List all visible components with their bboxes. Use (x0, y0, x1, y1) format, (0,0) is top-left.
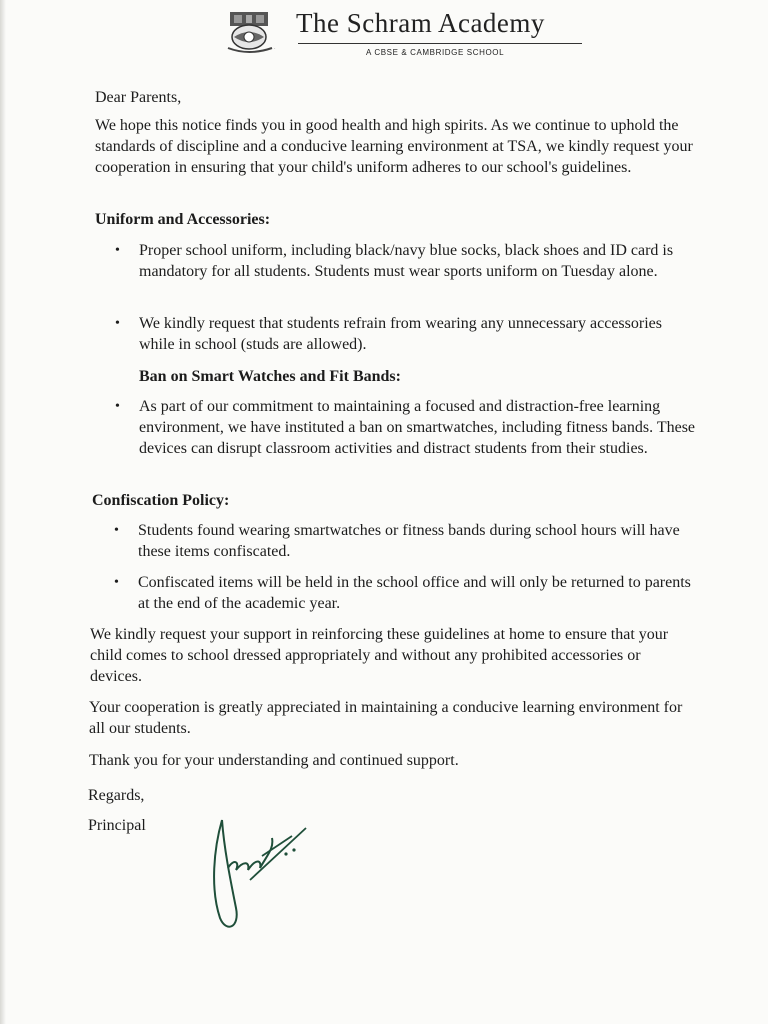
thanks-line: Thank you for your understanding and continued support. (89, 752, 459, 769)
list-item (115, 396, 699, 459)
closing-paragraph: We kindly request your support in reinforcing these guidelines at home to ensure that your child comes to school dressed appropriately and without any prohibited accessories or devices. (90, 626, 669, 685)
school-crest-icon (222, 10, 284, 54)
bullet-text: Students found wearing smartwatches or fitness bands during school hours will have these items confiscated. (138, 522, 680, 560)
header-rule (298, 43, 582, 44)
bullet-text: We kindly request that students refrain from wearing any unnecessary accessories while in school (studs are allowed). (139, 315, 662, 353)
principal-signature (200, 808, 320, 938)
list-item (114, 572, 698, 614)
regards-line: Regards, (88, 787, 145, 804)
bullet-icon: • (115, 243, 120, 258)
bullet-text: Proper school uniform, including black/navy blue socks, black shoes and ID card is mandatory for all students. Students must wear sports uniform on Tuesday alone. (139, 242, 674, 280)
section-heading-smartwatch-ban: Ban on Smart Watches and Fit Bands: (139, 368, 401, 385)
list-item (115, 313, 699, 355)
bullet-text: Confiscated items will be held in the school office and will only be returned to parents at the end of the academic year. (138, 574, 691, 612)
signatory-title: Principal (88, 817, 146, 834)
svg-text:·: · (274, 46, 276, 52)
section-heading-confiscation: Confiscation Policy: (92, 492, 230, 509)
section-heading-uniform: Uniform and Accessories: (95, 211, 271, 228)
bullet-text: As part of our commitment to maintaining a focused and distraction-free learning environment, we have instituted a ban on smartwatches, including fitness bands. These devices can disrupt classroom activities and distract students from their studies. (139, 398, 696, 457)
list-item (114, 520, 698, 562)
letterhead (222, 8, 592, 58)
school-name: The Schram Academy (296, 8, 545, 38)
bullet-icon: • (114, 575, 119, 590)
page-edge-shadow (0, 0, 6, 1024)
salutation: Dear Parents, (95, 89, 182, 106)
bullet-icon: • (114, 523, 119, 538)
intro-paragraph: We hope this notice finds you in good health and high spirits. As we continue to uphold the standards of discipline and a conducive learning environment at TSA, we kindly request your cooperation in ensuring that your child's uniform adheres to our school's guidelines. (95, 117, 693, 176)
school-subtitle: A CBSE & CAMBRIDGE SCHOOL (366, 48, 505, 57)
list-item (115, 240, 699, 282)
cooperation-paragraph: Your cooperation is greatly appreciated in maintaining a conducive learning environment for all our students. (89, 699, 683, 737)
bullet-icon: • (115, 399, 120, 414)
bullet-icon: • (115, 316, 120, 331)
